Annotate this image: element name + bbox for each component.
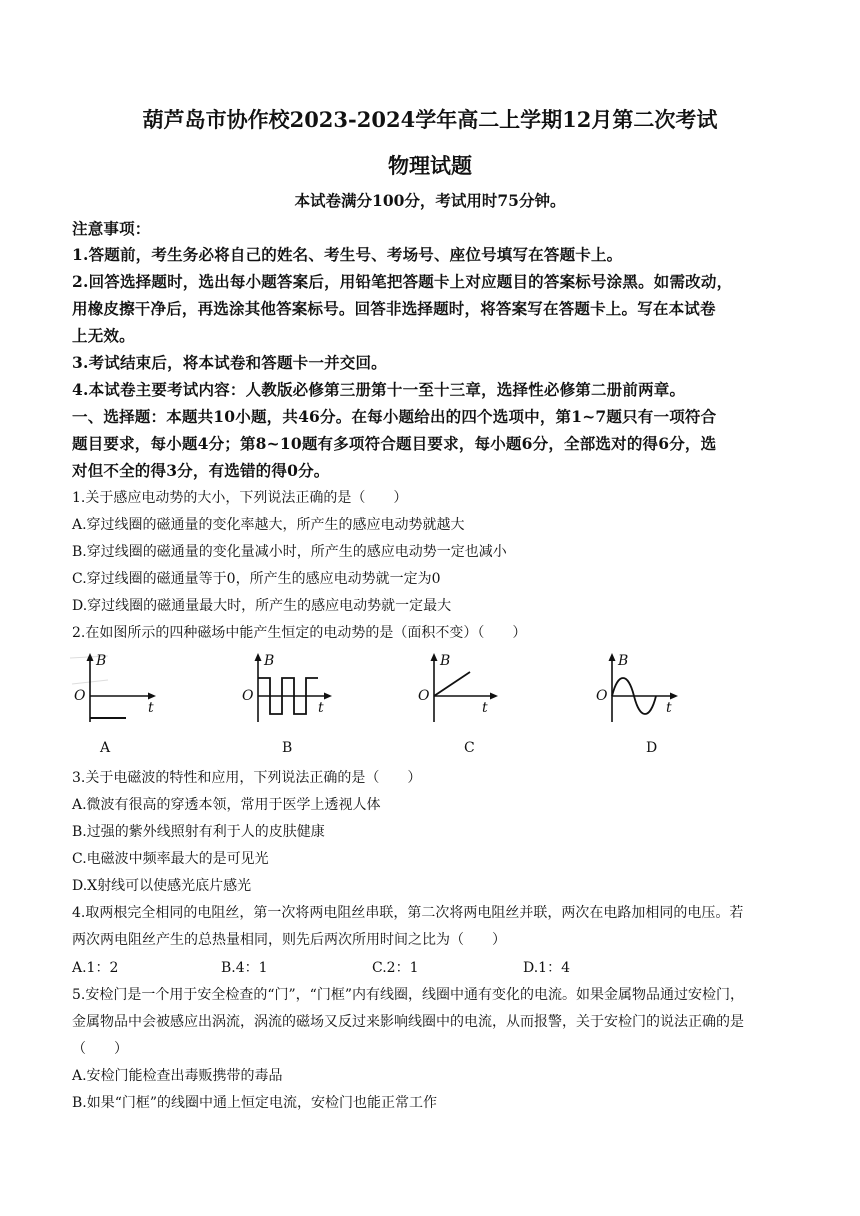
graph-b-origin: O (242, 688, 254, 704)
graph-a-y-label: B (96, 653, 107, 669)
graph-a-origin: O (74, 688, 86, 704)
question-5-stem-line: 金属物品中会被感应出涡流，涡流的磁场又反过来影响线圈中的电流，从而报警，关于安检门的说法正确的是 (72, 1014, 744, 1030)
notice-item: 1.答题前，考生务必将自己的姓名、考生号、考场号、座位号填写在答题卡上。 (72, 245, 623, 264)
notice-heading: 注意事项： (72, 219, 151, 238)
graph-a-x-label: t (148, 700, 154, 716)
question-5-option-b: B.如果“门框”的线圈中通上恒定电流，安检门也能正常工作 (72, 1095, 438, 1111)
graph-a (68, 650, 158, 728)
graph-c (412, 650, 502, 728)
notice-item: 用橡皮擦干净后，再选涂其他答案标号。回答非选择题时，将答案写在答题卡上。写在本试卷 (72, 299, 716, 318)
graph-label-b: B (282, 740, 293, 756)
section-instructions: 对但不全的得3分，有选错的得0分。 (72, 461, 330, 480)
question-4-options (0, 957, 860, 977)
question-5-option-a: A.安检门能检查出毒贩携带的毒品 (72, 1068, 283, 1084)
exam-title: 葫芦岛市协作校2023-2024学年高二上学期12月第二次考试 (142, 107, 718, 132)
question-5-stem-line: （ ） (72, 1041, 128, 1057)
graph-d-y-label: B (618, 653, 629, 669)
graph-b-y-label: B (264, 653, 275, 669)
question-3-option-b: B.过强的紫外线照射有利于人的皮肤健康 (72, 824, 325, 840)
graph-b-x-label: t (318, 700, 324, 716)
graph-label-c: C (464, 740, 475, 756)
notice-item: 上无效。 (72, 326, 135, 345)
question-4-option-d: D.1：4 (523, 960, 570, 976)
question-4-option-c: C.2：1 (372, 960, 419, 976)
graph-b (238, 650, 336, 728)
question-3-option-d: D.X射线可以使感光底片感光 (72, 878, 252, 894)
graph-label-d: D (646, 740, 658, 756)
question-1-option-b: B.穿过线圈的磁通量的变化量减小时，所产生的感应电动势一定也减小 (72, 544, 507, 560)
section-instructions: 题目要求，每小题4分；第8~10题有多项符合题目要求，每小题6分，全部选对的得6分，选 (72, 434, 717, 453)
notice-item: 3.考试结束后，将本试卷和答题卡一并交回。 (72, 353, 387, 372)
notice-item: 2.回答选择题时，选出每小题答案后，用铅笔把答题卡上对应题目的答案标号涂黑。如需改动， (72, 272, 733, 291)
exam-subtitle: 物理试题 (388, 153, 472, 178)
graph-d (590, 650, 682, 728)
question-4-stem-line: 两次两电阻丝产生的总热量相同，则先后两次所用时间之比为（ ） (72, 932, 506, 948)
graph-c-origin: O (418, 688, 430, 704)
question-1-stem: 1.关于感应电动势的大小，下列说法正确的是（ ） (72, 490, 408, 506)
notice-item: 4.本试卷主要考试内容：人教版必修第三册第十一至十三章，选择性必修第二册前两章。 (72, 380, 686, 399)
question-4-option-a: A.1：2 (72, 960, 119, 976)
question-3-stem: 3.关于电磁波的特性和应用，下列说法正确的是（ ） (72, 770, 422, 786)
graph-d-origin: O (596, 688, 608, 704)
graph-c-y-label: B (440, 653, 451, 669)
graph-label-a: A (100, 740, 111, 756)
question-1-option-c: C.穿过线圈的磁通量等于0，所产生的感应电动势就一定为0 (72, 571, 441, 587)
question-3-option-a: A.微波有很高的穿透本领，常用于医学上透视人体 (72, 797, 381, 813)
question-2-stem: 2.在如图所示的四种磁场中能产生恒定的电动势的是（面积不变）（ ） (72, 625, 527, 641)
exam-meta: 本试卷满分100分，考试用时75分钟。 (294, 191, 566, 210)
section-instructions: 一、选择题：本题共10小题，共46分。在每小题给出的四个选项中，第1~7题只有一项符合 (72, 407, 717, 426)
question-4-stem-line: 4.取两根完全相同的电阻丝，第一次将两电阻丝串联，第二次将两电阻丝并联，两次在电路加相同的电压。若 (72, 905, 744, 921)
question-3-option-c: C.电磁波中频率最大的是可见光 (72, 851, 269, 867)
question-1-option-a: A.穿过线圈的磁通量的变化率越大，所产生的感应电动势就越大 (72, 517, 465, 533)
question-4-option-b: B.4：1 (221, 960, 268, 976)
graph-c-x-label: t (482, 700, 488, 716)
question-1-option-d: D.穿过线圈的磁通量最大时，所产生的感应电动势就一定最大 (72, 598, 452, 614)
graph-d-x-label: t (666, 700, 672, 716)
question-5-stem-line: 5.安检门是一个用于安全检查的“门”，“门框”内有线圈，线圈中通有变化的电流。如果金属物品通过安检门， (72, 987, 744, 1003)
